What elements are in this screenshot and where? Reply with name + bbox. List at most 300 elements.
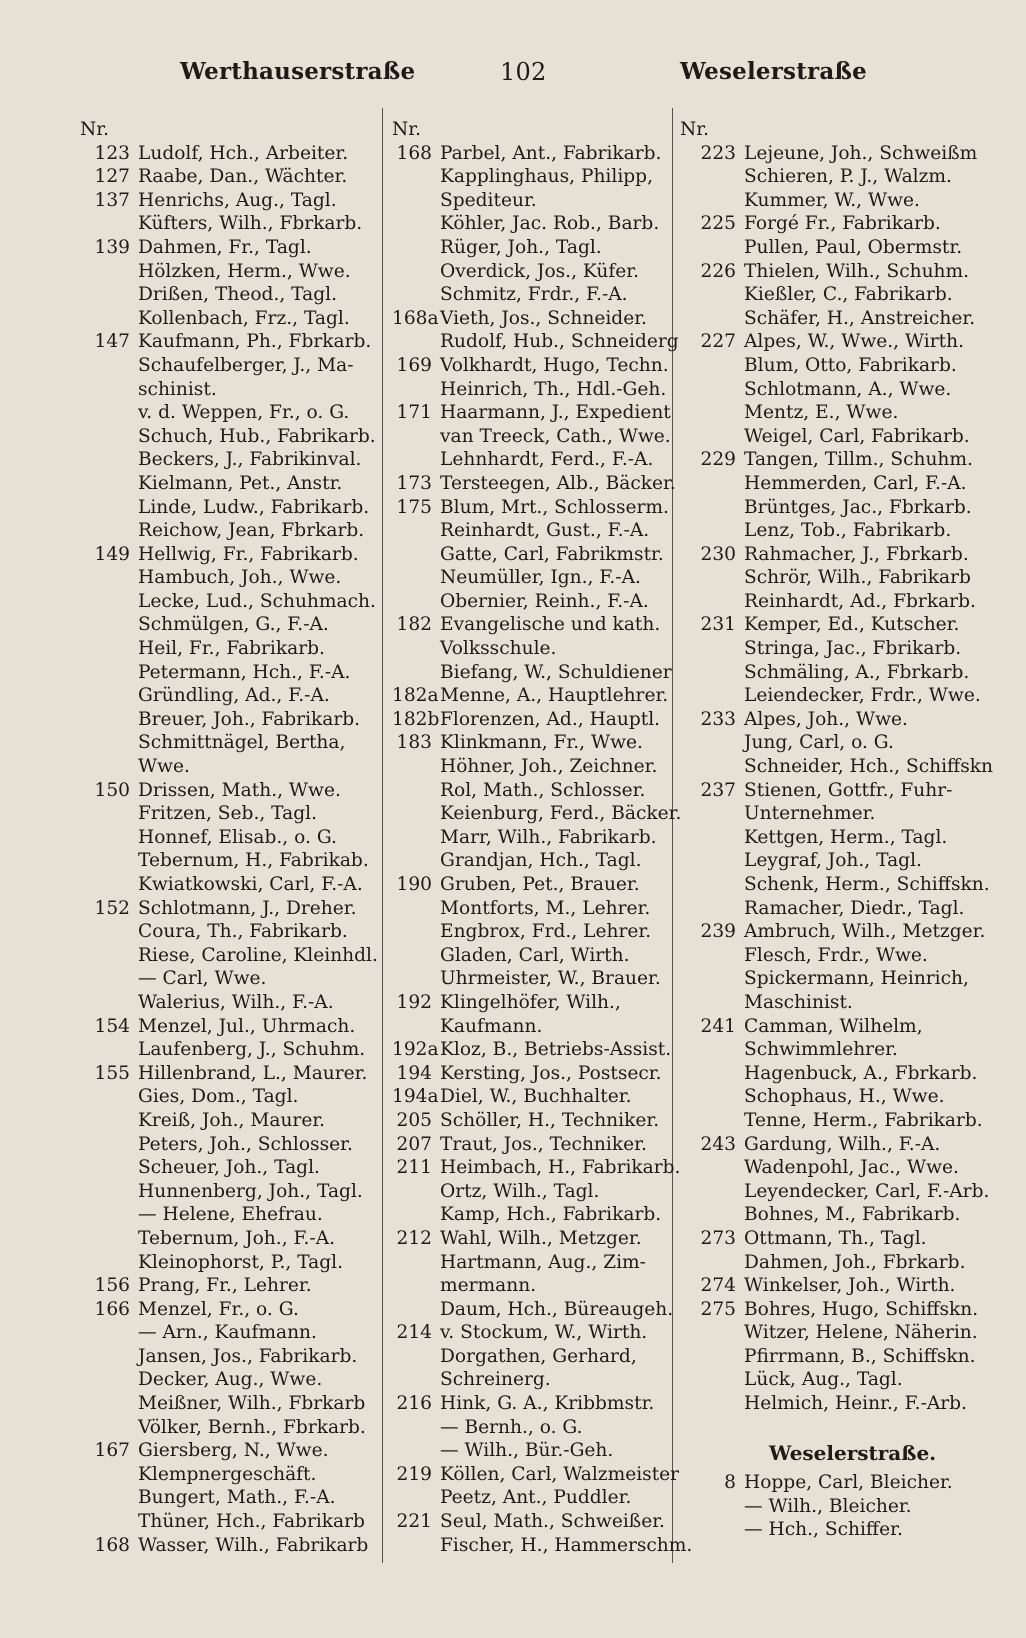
house-number xyxy=(80,708,138,732)
resident-entry: Kollenbach, Frz., Tagl. xyxy=(138,307,350,329)
house-number xyxy=(680,1251,744,1275)
directory-entry xyxy=(680,260,985,284)
directory-entry xyxy=(392,1534,693,1558)
house-number xyxy=(80,1416,138,1440)
resident-entry: Gruben, Pet., Brauer. xyxy=(440,874,640,895)
house-number xyxy=(80,212,138,236)
house-number xyxy=(680,1038,744,1062)
directory-entry xyxy=(392,1251,688,1275)
house-number xyxy=(680,307,744,331)
directory-entry xyxy=(680,1109,985,1133)
directory-entry xyxy=(80,1321,385,1345)
house-number: 183 xyxy=(396,732,432,754)
resident-entry: Schrör, Wilh., Fabrikarb xyxy=(744,567,971,589)
directory-entry xyxy=(80,543,385,567)
directory-entry xyxy=(392,1203,688,1227)
directory-entry xyxy=(80,1203,385,1227)
house-number xyxy=(80,920,138,944)
directory-entry xyxy=(392,1510,688,1534)
resident-entry: Schenk, Herm., Schiffskn. xyxy=(744,874,990,895)
directory-entry xyxy=(392,1321,688,1345)
resident-entry: — Bernh., o. G. xyxy=(440,1416,583,1438)
directory-entry xyxy=(392,613,688,637)
directory-entry xyxy=(392,283,688,307)
resident-entry: Kießler, C., Fabrikarb. xyxy=(744,284,953,306)
directory-entry xyxy=(80,684,385,708)
house-number xyxy=(392,283,440,307)
resident-entry: Pfirrmann, B., Schiffskn. xyxy=(744,1345,976,1367)
directory-entry xyxy=(680,142,985,166)
directory-entry xyxy=(80,496,385,520)
house-number xyxy=(680,1180,744,1204)
house-number xyxy=(80,1156,138,1180)
resident-entry: Schieren, P. J., Walzm. xyxy=(744,166,952,188)
resident-entry: Haarmann, J., Expedient xyxy=(440,402,671,424)
directory-entry xyxy=(80,142,385,166)
house-number xyxy=(680,637,744,661)
directory-entry xyxy=(80,590,385,614)
house-number: 205 xyxy=(396,1109,432,1131)
resident-entry: Stienen, Gottfr., Fuhr- xyxy=(744,779,953,801)
house-number xyxy=(392,1439,440,1463)
house-number xyxy=(80,354,138,378)
resident-entry: Grandjan, Hch., Tagl. xyxy=(440,850,642,872)
resident-entry: Riese, Caroline, Kleinhdl. xyxy=(138,944,378,966)
resident-entry: Hoppe, Carl, Bleicher. xyxy=(744,1472,953,1494)
resident-entry: Klinkmann, Fr., Wwe. xyxy=(440,732,643,754)
resident-entry: Beckers, J., Fabrikinval. xyxy=(138,449,362,471)
directory-entry xyxy=(80,613,385,637)
directory-entry xyxy=(392,849,688,873)
resident-entry: Heil, Fr., Fabrikarb. xyxy=(138,638,325,660)
directory-entry xyxy=(80,967,385,991)
directory-entry xyxy=(392,1345,688,1369)
house-number xyxy=(680,472,744,496)
resident-entry: Alpes, W., Wwe., Wirth. xyxy=(744,331,964,353)
resident-entry: Menzel, Jul., Uhrmach. xyxy=(138,1015,356,1037)
resident-entry: Mentz, E., Wwe. xyxy=(744,402,899,424)
resident-entry: Evangelische und kath. xyxy=(440,614,661,636)
resident-entry: Kloz, B., Betriebs-Assist. xyxy=(440,1039,672,1061)
resident-entry: van Treeck, Cath., Wwe. xyxy=(440,425,671,447)
house-number xyxy=(392,779,440,803)
house-number: 194 xyxy=(396,1062,432,1084)
resident-entry: Schreinerg. xyxy=(440,1369,551,1391)
house-number: 8 xyxy=(724,1472,736,1494)
directory-entry xyxy=(680,1392,985,1416)
resident-entry: Lejeune, Joh., Schweißm xyxy=(744,142,978,164)
house-number xyxy=(680,1368,744,1392)
house-number: 167 xyxy=(94,1440,130,1462)
resident-entry: Neumüller, Ign., F.-A. xyxy=(440,567,641,589)
directory-entry xyxy=(80,1439,385,1463)
resident-entry: Volksschule. xyxy=(440,638,557,660)
directory-entry xyxy=(392,425,688,449)
directory-entry xyxy=(80,1085,385,1109)
house-number xyxy=(80,1133,138,1157)
resident-entry: Schmülgen, G., F.-A. xyxy=(138,614,329,636)
resident-entry: Dahmen, Fr., Tagl. xyxy=(138,236,312,258)
resident-entry: Reinhardt, Ad., Fbrkarb. xyxy=(744,590,976,612)
house-number xyxy=(680,590,744,614)
directory-entry xyxy=(680,1156,985,1180)
resident-entry: Kaufmann, Ph., Fbrkarb. xyxy=(138,331,372,353)
resident-entry: Rol, Math., Schlosser. xyxy=(440,779,646,801)
directory-entry xyxy=(680,779,985,803)
resident-entry: Winkelser, Joh., Wirth. xyxy=(744,1275,956,1297)
directory-entry xyxy=(680,590,985,614)
house-number xyxy=(80,496,138,520)
house-number xyxy=(680,684,744,708)
resident-entry: Leyendecker, Carl, F.-Arb. xyxy=(744,1180,990,1202)
house-number: 190 xyxy=(396,874,432,895)
column-1 xyxy=(80,118,385,1557)
directory-entry xyxy=(392,920,688,944)
house-number xyxy=(80,1227,138,1251)
house-number xyxy=(80,566,138,590)
resident-entry: Raabe, Dan., Wächter. xyxy=(138,166,348,188)
resident-entry: Schlotmann, J., Dreher. xyxy=(138,897,357,919)
directory-entry xyxy=(80,1133,385,1157)
resident-entry: Heinrich, Th., Hdl.-Geh. xyxy=(440,378,667,400)
directory-entry xyxy=(392,1109,688,1133)
house-number xyxy=(680,425,744,449)
resident-entry: v. Stockum, W., Wirth. xyxy=(440,1322,648,1344)
directory-entry xyxy=(80,448,385,472)
resident-entry: Uhrmeister, W., Brauer. xyxy=(440,968,661,990)
house-number xyxy=(80,448,138,472)
resident-entry: Decker, Aug., Wwe. xyxy=(138,1369,323,1391)
house-number: 230 xyxy=(700,543,736,565)
directory-entry xyxy=(80,260,385,284)
resident-entry: Hölzken, Herm., Wwe. xyxy=(138,260,351,282)
resident-entry: Honnef, Elisab., o. G. xyxy=(138,826,337,848)
directory-entry xyxy=(680,236,985,260)
directory-entry xyxy=(680,1345,985,1369)
resident-entry: Reichow, Jean, Fbrkarb. xyxy=(138,520,365,542)
house-number: 173 xyxy=(396,472,432,494)
house-number xyxy=(392,543,440,567)
house-number xyxy=(392,944,440,968)
directory-entry xyxy=(680,307,985,331)
house-number: 243 xyxy=(700,1133,736,1155)
house-number: 211 xyxy=(396,1157,432,1179)
house-number: 168 xyxy=(94,1534,130,1556)
resident-entry: Hemmerden, Carl, F.-A. xyxy=(744,472,967,494)
resident-entry: — Hch., Schiffer. xyxy=(744,1519,903,1541)
directory-entry xyxy=(80,330,385,354)
resident-entry: Kummer, W., Wwe. xyxy=(744,189,920,211)
directory-entry xyxy=(392,944,688,968)
directory-entry xyxy=(392,873,688,897)
resident-entry: Overdick, Jos., Küfer. xyxy=(440,260,640,282)
house-number xyxy=(680,283,744,307)
resident-entry: Thüner, Hch., Fabrikarb xyxy=(138,1511,365,1533)
directory-entry xyxy=(680,1038,985,1062)
directory-entry xyxy=(392,661,688,685)
house-number xyxy=(392,1345,440,1369)
directory-entry xyxy=(680,637,985,661)
house-number xyxy=(392,849,440,873)
house-number xyxy=(392,1486,440,1510)
directory-entry xyxy=(80,189,385,213)
resident-entry: v. d. Weppen, Fr., o. G. xyxy=(138,402,350,424)
house-number xyxy=(680,755,744,779)
directory-entry xyxy=(80,1227,385,1251)
resident-entry: Wahl, Wilh., Metzger. xyxy=(440,1227,642,1249)
house-number xyxy=(80,849,138,873)
house-number xyxy=(80,472,138,496)
resident-entry: Witzer, Helene, Näherin. xyxy=(744,1322,978,1344)
house-number xyxy=(392,1015,440,1039)
resident-entry: Kaufmann. xyxy=(440,1015,543,1037)
directory-entry xyxy=(80,1416,385,1440)
directory-entry xyxy=(680,802,985,826)
resident-entry: Parbel, Ant., Fabrikarb. xyxy=(440,142,662,164)
resident-entry: Leiendecker, Frdr., Wwe. xyxy=(744,685,981,707)
directory-entry xyxy=(680,1368,985,1392)
house-number xyxy=(392,967,440,991)
directory-entry xyxy=(680,755,994,779)
house-number xyxy=(392,920,440,944)
page-number: 102 xyxy=(500,58,547,86)
directory-entry xyxy=(680,991,985,1015)
directory-entry xyxy=(392,496,688,520)
house-number xyxy=(80,425,138,449)
house-number xyxy=(680,354,744,378)
directory-entry xyxy=(680,425,985,449)
house-number xyxy=(680,1156,744,1180)
house-number: 154 xyxy=(94,1015,130,1037)
directory-entry xyxy=(80,1062,385,1086)
house-number xyxy=(80,1251,138,1275)
column-2 xyxy=(392,118,693,1557)
resident-entry: Leygraf, Joh., Tagl. xyxy=(744,850,922,872)
resident-entry: Gründling, Ad., F.-A. xyxy=(138,685,330,707)
house-number xyxy=(80,378,138,402)
resident-entry: Blum, Otto, Fabrikarb. xyxy=(744,354,957,376)
directory-entry xyxy=(680,283,985,307)
directory-entry xyxy=(392,637,688,661)
directory-entry xyxy=(680,708,985,732)
resident-entry: Camman, Wilhelm, xyxy=(744,1015,923,1037)
resident-entry: Hellwig, Fr., Fabrikarb. xyxy=(138,543,359,565)
house-number xyxy=(392,1416,440,1440)
house-number: 216 xyxy=(396,1393,432,1415)
house-number: 169 xyxy=(396,354,432,376)
house-number: 155 xyxy=(94,1062,130,1084)
resident-entry: Blum, Mrt., Schlosserm. xyxy=(440,496,669,518)
directory-entry xyxy=(392,897,688,921)
house-number: 273 xyxy=(700,1227,736,1249)
resident-entry: Seul, Math., Schweißer. xyxy=(440,1511,665,1533)
resident-entry: Kielmann, Pet., Anstr. xyxy=(138,472,343,494)
house-number xyxy=(80,260,138,284)
directory-entry xyxy=(80,1274,385,1298)
resident-entry: Tersteegen, Alb., Bäcker. xyxy=(440,472,676,494)
directory-entry xyxy=(80,637,385,661)
nr-label: Nr. xyxy=(392,119,422,140)
house-number xyxy=(392,378,440,402)
directory-entry xyxy=(392,1439,688,1463)
directory-entry xyxy=(392,354,688,378)
resident-entry: Reinhardt, Gust., F.-A. xyxy=(440,520,650,542)
house-number xyxy=(80,1392,138,1416)
house-number xyxy=(80,283,138,307)
house-number xyxy=(80,1321,138,1345)
resident-entry: Tenne, Herm., Fabrikarb. xyxy=(744,1109,983,1131)
house-number xyxy=(392,661,440,685)
house-number xyxy=(392,755,440,779)
directory-entry xyxy=(680,1180,990,1204)
resident-entry: Schäfer, H., Anstreicher. xyxy=(744,307,976,329)
house-number xyxy=(392,1298,440,1322)
resident-entry: Tebernum, H., Fabrikab. xyxy=(138,850,369,872)
resident-entry: Spediteur. xyxy=(440,189,537,211)
house-number: 123 xyxy=(94,142,130,164)
directory-entry xyxy=(392,1062,688,1086)
house-number xyxy=(680,944,744,968)
directory-entry xyxy=(680,613,985,637)
resident-entry: Kreiß, Joh., Maurer. xyxy=(138,1109,326,1131)
directory-entry xyxy=(392,142,688,166)
resident-entry: Lehnhardt, Ferd., F.-A. xyxy=(440,449,654,471)
resident-entry: Bohres, Hugo, Schiffskn. xyxy=(744,1298,979,1320)
directory-entry xyxy=(80,1392,385,1416)
resident-entry: Peters, Joh., Schlosser. xyxy=(138,1133,353,1155)
house-number xyxy=(392,897,440,921)
directory-entry xyxy=(80,755,385,779)
directory-entry xyxy=(680,472,985,496)
house-number: 214 xyxy=(396,1322,432,1344)
house-number: 227 xyxy=(700,331,736,353)
header-left-street: Werthauserstraße xyxy=(180,58,416,85)
resident-entry: Küfters, Wilh., Fbrkarb. xyxy=(138,213,363,235)
directory-entry xyxy=(392,590,688,614)
directory-entry xyxy=(392,967,688,991)
directory-entry xyxy=(392,991,688,1015)
resident-entry: Alpes, Joh., Wwe. xyxy=(744,708,908,730)
house-number xyxy=(392,236,440,260)
house-number xyxy=(680,1392,744,1416)
house-number xyxy=(680,897,744,921)
directory-entry xyxy=(392,684,688,708)
house-number: 207 xyxy=(396,1133,432,1155)
resident-entry: Flesch, Frdr., Wwe. xyxy=(744,944,928,966)
house-number xyxy=(80,613,138,637)
house-number xyxy=(680,1085,744,1109)
directory-entry xyxy=(80,897,385,921)
directory-entry xyxy=(80,354,385,378)
house-number xyxy=(680,1109,744,1133)
directory-entry xyxy=(392,472,688,496)
house-number: 147 xyxy=(94,331,130,353)
resident-entry: Tangen, Tillm., Schuhm. xyxy=(744,449,973,471)
directory-entry xyxy=(80,849,385,873)
resident-entry: Hink, G. A., Kribbmstr. xyxy=(440,1393,655,1415)
directory-entry xyxy=(680,543,985,567)
directory-entry xyxy=(680,448,985,472)
resident-entry: Lück, Aug., Tagl. xyxy=(744,1369,903,1391)
resident-entry: Hambuch, Joh., Wwe. xyxy=(138,567,342,589)
resident-entry: Linde, Ludw., Fabrikarb. xyxy=(138,496,370,518)
house-number: 175 xyxy=(396,496,432,518)
resident-entry: Klingelhöfer, Wilh., xyxy=(440,991,621,1013)
directory-entry xyxy=(80,1534,385,1558)
house-number xyxy=(80,1203,138,1227)
resident-entry: Schmäling, A., Fbrkarb. xyxy=(744,661,970,683)
resident-entry: Petermann, Hch., F.-A. xyxy=(138,661,351,683)
resident-entry: schinist. xyxy=(138,378,217,400)
directory-entry xyxy=(392,1180,688,1204)
house-number: 231 xyxy=(700,614,736,636)
resident-entry: Henrichs, Aug., Tagl. xyxy=(138,189,337,211)
house-number xyxy=(80,826,138,850)
house-number xyxy=(392,637,440,661)
directory-entry xyxy=(680,519,985,543)
house-number xyxy=(680,1518,744,1542)
directory-entry xyxy=(680,661,985,685)
resident-entry: Schöller, H., Techniker. xyxy=(440,1109,660,1131)
resident-entry: Obernier, Reinh., F.-A. xyxy=(440,590,649,612)
directory-entry xyxy=(80,873,385,897)
directory-entry xyxy=(680,1298,985,1322)
directory-entry xyxy=(80,307,385,331)
house-number: 149 xyxy=(94,543,130,565)
resident-entry: — Arn., Kaufmann. xyxy=(138,1322,317,1344)
resident-entry: Meißner, Wilh., Fbrkarb xyxy=(138,1393,366,1415)
resident-entry: Scheuer, Joh., Tagl. xyxy=(138,1157,320,1179)
directory-entry xyxy=(80,1156,385,1180)
house-number xyxy=(680,967,744,991)
house-number: 192 xyxy=(396,991,432,1013)
house-number xyxy=(392,165,440,189)
section-title: Weselerstraße. xyxy=(768,1440,937,1465)
resident-entry: Schuch, Hub., Fabrikarb. xyxy=(138,425,376,447)
house-number xyxy=(392,1534,440,1558)
directory-entry xyxy=(392,1274,688,1298)
resident-entry: Bohnes, M., Fabrikarb. xyxy=(744,1204,961,1226)
resident-entry: Thielen, Wilh., Schuhm. xyxy=(744,260,970,282)
directory-entry xyxy=(680,849,985,873)
house-number xyxy=(392,425,440,449)
header-right-street: Weselerstraße xyxy=(680,58,867,85)
directory-entry xyxy=(680,1518,985,1542)
directory-entry xyxy=(392,1227,688,1251)
resident-entry: Schmittnägel, Bertha, xyxy=(138,732,346,754)
directory-entry xyxy=(80,944,385,968)
house-number xyxy=(392,1368,440,1392)
resident-entry: Ambruch, Wilh., Metzger. xyxy=(744,921,986,943)
directory-entry xyxy=(80,1038,385,1062)
directory-entry xyxy=(392,1368,688,1392)
resident-entry: Tebernum, Joh., F.-A. xyxy=(138,1227,336,1249)
house-number xyxy=(680,401,744,425)
house-number xyxy=(80,519,138,543)
house-number xyxy=(392,189,440,213)
resident-entry: — Helene, Ehefrau. xyxy=(138,1204,323,1226)
resident-entry: Dorgathen, Gerhard, xyxy=(440,1345,637,1367)
house-number: 166 xyxy=(94,1298,130,1320)
resident-entry: Forgé Fr., Fabrikarb. xyxy=(744,213,941,235)
house-number xyxy=(80,661,138,685)
resident-entry: Drissen, Math., Wwe. xyxy=(138,779,341,801)
directory-entry xyxy=(680,330,985,354)
resident-entry: — Wilh., Bür.-Geh. xyxy=(440,1440,614,1462)
directory-entry xyxy=(680,1085,985,1109)
directory-entry xyxy=(680,684,985,708)
resident-entry: Traut, Jos., Techniker. xyxy=(440,1133,647,1155)
